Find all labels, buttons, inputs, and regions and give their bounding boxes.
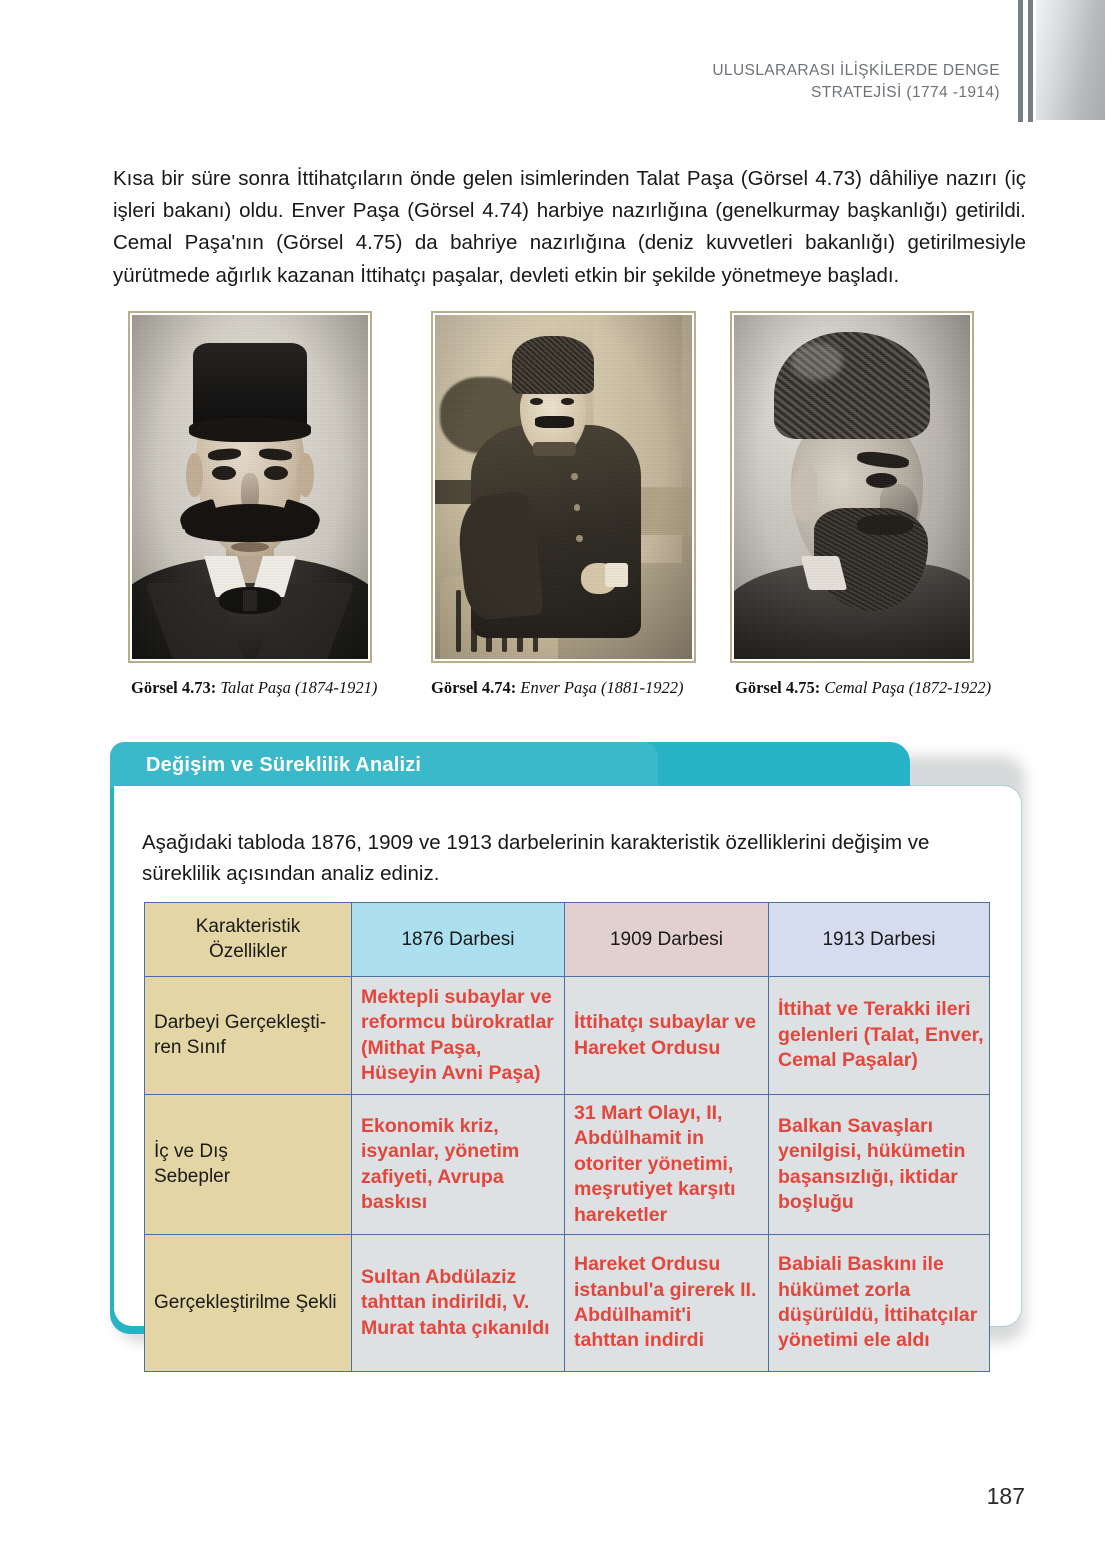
header-line-2: Özellikler [208, 940, 288, 962]
cell-1876-class [352, 977, 565, 1095]
figure-frame [431, 311, 696, 663]
cell-line: Mektepli subaylar ve [361, 985, 552, 1008]
caption-label: Görsel 4.75: [735, 678, 821, 697]
cell-line: Murat tahta çıkanıldı [361, 1316, 550, 1339]
page-number: 187 [986, 1483, 1025, 1509]
header-line-1: Karakteristik [195, 916, 301, 938]
cell-1913-class [769, 977, 990, 1095]
figure-talat-pasa [128, 311, 372, 663]
row-label-line-1: Darbeyi Gerçekleşti- [154, 1011, 327, 1033]
table-header-1909: 1909 Darbesi [565, 903, 769, 977]
running-head [520, 60, 1000, 105]
cell-1913-method [769, 1235, 990, 1372]
activity-title-tab [110, 742, 658, 788]
caption-text: Cemal Paşa (1872-1922) [824, 678, 992, 697]
analysis-table [144, 902, 990, 1372]
cell-line: Abdülhamit'i [574, 1304, 692, 1326]
cell-line: baskısı [361, 1190, 428, 1213]
cell-line: İttihat ve Terakki ileri [778, 998, 971, 1021]
cell-line: meşrutiyet karşıtı [574, 1178, 736, 1201]
cell-line: istanbul'a girerek II. [574, 1278, 757, 1301]
caption-cemal-pasa [735, 678, 991, 698]
figure-captions [128, 678, 1008, 702]
caption-talat-pasa [131, 678, 377, 698]
body-paragraph: Kısa bir süre sonra İttihatçıların önde gelen isimlerinden Talat Paşa (Görsel 4.73) dâhiliye nazırı (iç işleri bakanı) oldu. Enver Paşa (Görsel 4.74) harbiye nazırlığına (genelkurmay başkanlığı) getirildi. Cemal Paşa'nın (Görsel 4.75) da bahriye nazırlığına (deniz kuvvetleri bakanlığı) getirilmesiyle yürütmede ağırlık kazanan İttihatçı paşalar, devleti etkin bir şekilde yönetmeye başladı. [113, 166, 1026, 287]
row-label-line-1: Gerçekleştirilme Şekli [154, 1291, 337, 1313]
cell-line: Hareket Ordusu [574, 1036, 721, 1059]
cell-line: tahttan indirildi, V. [361, 1291, 530, 1314]
cell-line: zafiyeti, Avrupa [361, 1165, 504, 1188]
table-row [145, 977, 990, 1095]
figure-enver-pasa [431, 311, 696, 663]
row-label-line-2: Sebepler [154, 1165, 231, 1187]
cell-line: Balkan Savaşları [778, 1114, 934, 1137]
cell-1909-causes [565, 1095, 769, 1235]
cell-line: düşürüldü, İttihatçılar [778, 1304, 978, 1326]
activity-instruction: Aşağıdaki tabloda 1876, 1909 ve 1913 darbelerinin karakteristik özelliklerini değişim ve süreklilik açısından analiz ediniz. [142, 830, 930, 885]
cell-line: (Mithat Paşa, [361, 1036, 482, 1059]
table-header-characteristics [145, 903, 352, 977]
row-label-line-1: İç ve Dış [154, 1140, 228, 1162]
caption-label: Görsel 4.73: [131, 678, 217, 697]
caption-enver-pasa [431, 678, 684, 698]
row-label-ic-ve-dis-sebepler [145, 1095, 352, 1235]
photo-enver-pasa [435, 315, 692, 659]
cell-line: otoriter yönetimi, [574, 1152, 734, 1175]
cell-line: Abdülhamit in [574, 1127, 704, 1150]
table-header-row [145, 903, 990, 977]
cell-line: isyanlar, yönetim [361, 1140, 520, 1163]
decoration-bar-left [1018, 0, 1023, 122]
cell-1909-method [565, 1235, 769, 1372]
cell-line: yenilgisi, hükümetin [778, 1140, 966, 1163]
cell-1909-class [565, 977, 769, 1095]
cell-line: Cemal Paşalar) [778, 1049, 918, 1072]
cell-line: reformcu bürokratlar [361, 1011, 554, 1034]
caption-label: Görsel 4.74: [431, 678, 517, 697]
row-label-line-2: ren Sınıf [154, 1036, 226, 1058]
activity-title: Değişim ve Süreklilik Analizi [146, 753, 422, 776]
activity-box [110, 742, 1025, 1352]
cell-line: hükümet zorla [778, 1278, 911, 1301]
cell-line: hareketler [574, 1203, 668, 1226]
cell-1913-causes [769, 1095, 990, 1235]
table-header-1876: 1876 Darbesi [352, 903, 565, 977]
figure-frame [730, 311, 974, 663]
cell-line: boşluğu [778, 1190, 854, 1213]
table-row [145, 1235, 990, 1372]
table-row [145, 1095, 990, 1235]
photo-talat-pasa [132, 315, 368, 659]
figure-group [128, 311, 983, 666]
running-head-line-1: ULUSLARARASI İLİŞKİLERDE DENGE [712, 62, 1000, 79]
activity-content-panel [114, 786, 1021, 1352]
cell-line: İttihatçı subaylar ve [574, 1011, 757, 1034]
cell-line: Hareket Ordusu [574, 1253, 721, 1276]
cell-1876-causes [352, 1095, 565, 1235]
figure-frame [128, 311, 372, 663]
caption-text: Talat Paşa (1874-1921) [220, 678, 378, 697]
cell-line: başansızlığı, iktidar [778, 1165, 958, 1188]
cell-line: yönetimi ele aldı [778, 1329, 930, 1352]
row-label-darbeyi-gerceklestiren-sinif [145, 977, 352, 1095]
cell-line: gelenleri (Talat, Enver, [778, 1023, 984, 1046]
decoration-bar-right [1028, 0, 1033, 122]
cell-line: Ekonomik kriz, [361, 1114, 499, 1137]
figure-cemal-pasa [730, 311, 974, 663]
cell-1876-method [352, 1235, 565, 1372]
caption-text: Enver Paşa (1881-1922) [520, 678, 684, 697]
running-head-line-2: STRATEJİSİ (1774 -1914) [811, 84, 1000, 102]
photo-cemal-pasa [734, 315, 970, 659]
cell-line: 31 Mart Olayı, II, [574, 1102, 723, 1125]
cell-line: tahttan indirdi [574, 1329, 704, 1352]
decoration-gradient-panel [1036, 0, 1105, 120]
cell-line: Hüseyin Avni Paşa) [361, 1061, 541, 1084]
table-header-1913: 1913 Darbesi [769, 903, 990, 977]
cell-line: Babiali Baskını ile [778, 1253, 944, 1276]
cell-line: Sultan Abdülaziz [361, 1265, 517, 1288]
corner-decoration [1010, 0, 1105, 125]
row-label-gerceklestirilme-sekli [145, 1235, 352, 1372]
